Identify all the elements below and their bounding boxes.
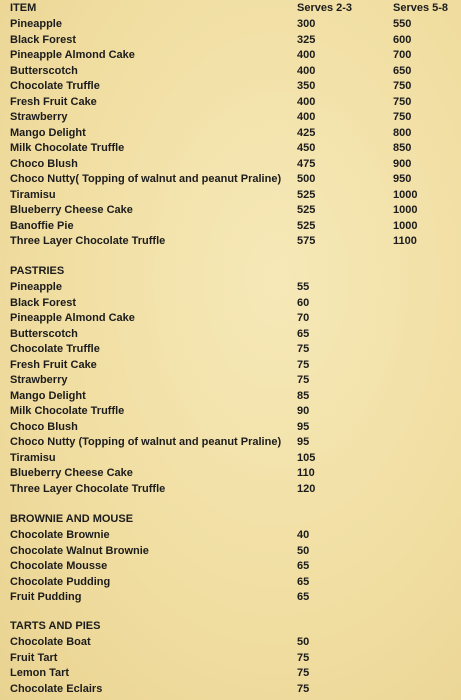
- item-name: Choco Nutty (Topping of walnut and peanut Praline): [10, 436, 282, 448]
- item-price: 50: [297, 636, 310, 648]
- header-serves-2-3: Serves 2-3: [297, 2, 353, 14]
- brownie-row: [0, 559, 461, 574]
- item-price: 75: [297, 683, 310, 695]
- price-serves-2-3: 300: [297, 18, 316, 30]
- cake-row: [0, 141, 461, 156]
- header-item-label: ITEM: [10, 2, 37, 14]
- cake-row: [0, 219, 461, 234]
- item-price: 120: [297, 483, 316, 495]
- item-name: Choco Blush: [10, 421, 78, 433]
- price-serves-5-8: 650: [393, 65, 412, 77]
- item-price: 95: [297, 436, 310, 448]
- cake-row: [0, 126, 461, 141]
- item-name: Milk Chocolate Truffle: [10, 405, 125, 417]
- price-serves-5-8: 1000: [393, 220, 418, 232]
- item-name: Fresh Fruit Cake: [10, 96, 97, 108]
- item-price: 75: [297, 343, 310, 355]
- item-name: Black Forest: [10, 34, 77, 46]
- item-name: Pineapple: [10, 281, 62, 293]
- price-serves-2-3: 400: [297, 65, 316, 77]
- item-price: 75: [297, 374, 310, 386]
- price-serves-2-3: 400: [297, 111, 316, 123]
- pastries-section-title: [0, 264, 461, 279]
- price-serves-2-3: 400: [297, 96, 316, 108]
- pastries-row: [0, 435, 461, 450]
- item-name: Fruit Pudding: [10, 591, 82, 603]
- item-name: Three Layer Chocolate Truffle: [10, 235, 166, 247]
- item-name: Black Forest: [10, 297, 77, 309]
- item-price: 65: [297, 560, 310, 572]
- item-name: Banoffie Pie: [10, 220, 74, 232]
- item-name: Blueberry Cheese Cake: [10, 467, 133, 479]
- item-name: Mango Delight: [10, 390, 86, 402]
- item-name: Chocolate Brownie: [10, 529, 110, 541]
- price-serves-2-3: 425: [297, 127, 316, 139]
- item-price: 40: [297, 529, 310, 541]
- item-price: 105: [297, 452, 316, 464]
- cake-row: [0, 234, 461, 249]
- item-price: 55: [297, 281, 310, 293]
- pastries-row: [0, 466, 461, 481]
- item-name: Blueberry Cheese Cake: [10, 204, 133, 216]
- price-serves-5-8: 750: [393, 96, 412, 108]
- price-serves-2-3: 525: [297, 204, 316, 216]
- price-serves-5-8: 600: [393, 34, 412, 46]
- header-serves-5-8: Serves 5-8: [393, 2, 449, 14]
- price-serves-2-3: 475: [297, 158, 316, 170]
- item-price: 65: [297, 576, 310, 588]
- pastries-row: [0, 373, 461, 388]
- item-name: Strawberry: [10, 111, 68, 123]
- cake-row: [0, 188, 461, 203]
- price-serves-2-3: 350: [297, 80, 316, 92]
- item-price: 75: [297, 667, 310, 679]
- brownie-row: [0, 528, 461, 543]
- tarts-row: [0, 682, 461, 697]
- brownie-row: [0, 590, 461, 605]
- pastries-row: [0, 342, 461, 357]
- item-price: 95: [297, 421, 310, 433]
- menu-header: [0, 1, 461, 16]
- cake-row: [0, 64, 461, 79]
- item-price: 75: [297, 652, 310, 664]
- item-name: Milk Chocolate Truffle: [10, 142, 125, 154]
- item-name: Fresh Fruit Cake: [10, 359, 97, 371]
- item-name: Choco Nutty( Topping of walnut and peanut Praline): [10, 173, 282, 185]
- pastries-row: [0, 311, 461, 326]
- item-name: Choco Blush: [10, 158, 78, 170]
- cake-row: [0, 172, 461, 187]
- item-name: Fruit Tart: [10, 652, 58, 664]
- price-serves-5-8: 950: [393, 173, 412, 185]
- pastries-row: [0, 482, 461, 497]
- item-name: Pineapple: [10, 18, 62, 30]
- price-serves-5-8: 800: [393, 127, 412, 139]
- price-serves-5-8: 750: [393, 111, 412, 123]
- item-price: 50: [297, 545, 310, 557]
- item-name: Chocolate Boat: [10, 636, 91, 648]
- pastries-row: [0, 389, 461, 404]
- price-serves-5-8: 750: [393, 80, 412, 92]
- item-price: 90: [297, 405, 310, 417]
- item-name: Chocolate Truffle: [10, 343, 100, 355]
- item-name: Chocolate Eclairs: [10, 683, 103, 695]
- pastries-row: [0, 296, 461, 311]
- section-title: TARTS AND PIES: [10, 620, 101, 632]
- item-name: Three Layer Chocolate Truffle: [10, 483, 166, 495]
- price-serves-5-8: 700: [393, 49, 412, 61]
- price-serves-5-8: 1000: [393, 189, 418, 201]
- cake-row: [0, 48, 461, 63]
- price-serves-5-8: 900: [393, 158, 412, 170]
- price-serves-5-8: 550: [393, 18, 412, 30]
- tarts-row: [0, 635, 461, 650]
- cake-row: [0, 95, 461, 110]
- cake-row: [0, 79, 461, 94]
- item-name: Pineapple Almond Cake: [10, 312, 135, 324]
- pastries-row: [0, 327, 461, 342]
- price-serves-2-3: 525: [297, 220, 316, 232]
- item-price: 70: [297, 312, 310, 324]
- item-price: 60: [297, 297, 310, 309]
- item-name: Tiramisu: [10, 189, 56, 201]
- brownie-section-title: [0, 512, 461, 527]
- price-serves-2-3: 450: [297, 142, 316, 154]
- brownie-row: [0, 544, 461, 559]
- price-serves-5-8: 850: [393, 142, 412, 154]
- section-title: BROWNIE AND MOUSE: [10, 513, 134, 525]
- item-price: 65: [297, 591, 310, 603]
- item-name: Butterscotch: [10, 328, 78, 340]
- item-name: Lemon Tart: [10, 667, 70, 679]
- price-serves-2-3: 500: [297, 173, 316, 185]
- cake-row: [0, 203, 461, 218]
- price-serves-2-3: 575: [297, 235, 316, 247]
- pastries-row: [0, 420, 461, 435]
- price-serves-2-3: 525: [297, 189, 316, 201]
- pastries-row: [0, 358, 461, 373]
- section-title: PASTRIES: [10, 265, 65, 277]
- item-name: Pineapple Almond Cake: [10, 49, 135, 61]
- pastries-row: [0, 404, 461, 419]
- pastries-row: [0, 280, 461, 295]
- item-name: Tiramisu: [10, 452, 56, 464]
- item-price: 110: [297, 467, 315, 479]
- item-name: Mango Delight: [10, 127, 86, 139]
- brownie-row: [0, 575, 461, 590]
- item-name: Chocolate Walnut Brownie: [10, 545, 149, 557]
- item-name: Chocolate Mousse: [10, 560, 108, 572]
- cake-row: [0, 33, 461, 48]
- item-price: 65: [297, 328, 310, 340]
- price-serves-2-3: 325: [297, 34, 316, 46]
- item-price: 75: [297, 359, 310, 371]
- cake-row: [0, 157, 461, 172]
- cake-row: [0, 17, 461, 32]
- item-name: Strawberry: [10, 374, 68, 386]
- tarts-row: [0, 651, 461, 666]
- item-name: Chocolate Truffle: [10, 80, 100, 92]
- price-serves-2-3: 400: [297, 49, 316, 61]
- cake-row: [0, 110, 461, 125]
- item-name: Butterscotch: [10, 65, 78, 77]
- tarts-section-title: [0, 619, 461, 634]
- tarts-row: [0, 666, 461, 681]
- item-price: 85: [297, 390, 310, 402]
- pastries-row: [0, 451, 461, 466]
- price-serves-5-8: 1000: [393, 204, 418, 216]
- item-name: Chocolate Pudding: [10, 576, 111, 588]
- price-serves-5-8: 1100: [393, 235, 417, 247]
